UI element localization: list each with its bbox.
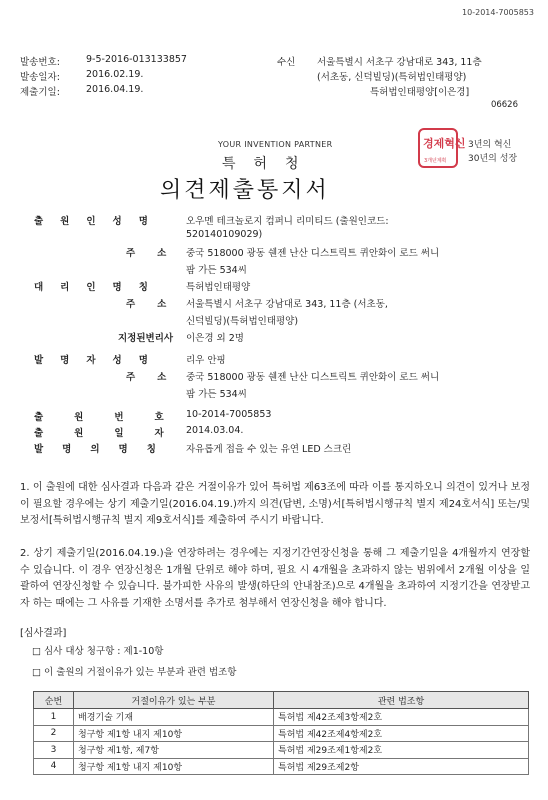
column-header-part: 거절이유가 있는 부분 <box>74 692 274 709</box>
applicant-name: 오우멘 테크놀로지 컴퍼니 리미티드 (출원인코드: <box>186 216 389 227</box>
row-part: 청구항 제1항 내지 제10항 <box>74 725 274 742</box>
applicant-address-label: 주소 <box>126 248 189 259</box>
inventor-address-label: 주소 <box>126 372 189 383</box>
due-date-label: 제출기일: <box>20 87 60 98</box>
recipient-line-2: (서초동, 신덕빌딩)(특허법인태평양) <box>317 72 467 83</box>
paragraph-2: 2. 상기 제출기일(2016.04.19.)을 연장하려는 경우에는 지정기간연장신청을 통해 그 제출기일을 4개월까지 연장할 수 있습니다. 이 경우 연장신청은 1개월 단위로 해야 하며, 필요 시 4개월을 초과하지 않는 범위에서 2개월 이상을 일괄하여 연장신청할 수 있습니다. 불가피한 사유의 발생(하단의 안내참조)으로 4개월을 초과하여 지정기간을 연장받고자 하는 때에는 그 사유를 기재한 소명서를 추가로 첨부해서 연장신청을 해야 합니다. <box>20 548 530 609</box>
applicant-address-2: 팜 가든 534씨 <box>186 265 247 276</box>
inventor-label: 발명자성명 <box>34 355 165 366</box>
partner-slogan: YOUR INVENTION PARTNER <box>218 140 333 149</box>
document-number: 10-2014-7005853 <box>462 8 534 17</box>
inventor-address-2: 팜 가든 534씨 <box>186 389 247 400</box>
row-number: 4 <box>34 758 74 775</box>
send-number-label: 발송번호: <box>20 57 60 68</box>
row-number: 2 <box>34 725 74 742</box>
invention-title-label: 발명의명칭 <box>34 444 175 455</box>
table-row <box>34 758 529 775</box>
application-number: 10-2014-7005853 <box>186 409 272 420</box>
applicant-address-1: 중국 518000 광동 쉔젠 난산 디스트릭트 퀴안화이 로드 써니 <box>186 248 440 259</box>
row-law: 특허법 제42조제4항제2호 <box>274 725 529 742</box>
paragraph-1: 1. 이 출원에 대한 심사결과 다음과 같은 거절이유가 있어 특허법 제63조에 따라 이를 통지하오니 의견이 있거나 보정이 필요할 경우에는 상기 제출기일(2016.04.19.)까지 의견(답변, 소명)서[특허법시행규칙 별지 제24호서식] 또는/및 보정서[특허법시행규칙 별지 제9호서식]를 제출하여 주시기 바랍니다. <box>20 482 530 526</box>
invention-title: 자유롭게 접을 수 있는 유연 LED 스크린 <box>186 444 352 455</box>
send-number: 9-5-2016-013133857 <box>86 54 187 65</box>
logo-sub-text: 3개년계획 <box>424 158 447 164</box>
row-number: 3 <box>34 742 74 759</box>
send-date: 2016.02.19. <box>86 69 144 80</box>
reasons-line: □ 이 출원의 거절이유가 있는 부분과 관련 법조항 <box>32 667 237 678</box>
application-date: 2014.03.04. <box>186 425 244 436</box>
row-part: 청구항 제1항, 제7항 <box>74 742 274 759</box>
recipient-label: 수신 <box>277 57 296 68</box>
application-number-label: 출원번호 <box>34 412 195 423</box>
recipient-line-3: 특허법인태평양[이은경] <box>370 87 470 98</box>
agent-address-2: 신덕빌딩)(특허법인태평양) <box>186 316 299 327</box>
claims-line: □ 심사 대상 청구항 : 제1-10항 <box>32 646 164 657</box>
agent-address-label: 주소 <box>126 299 189 310</box>
column-header-law: 관련 법조항 <box>274 692 529 709</box>
postal-code: 06626 <box>490 100 518 110</box>
due-date: 2016.04.19. <box>86 84 144 95</box>
inventor-name: 리우 안핑 <box>186 355 226 366</box>
table-row <box>34 742 529 759</box>
economic-innovation-logo <box>418 128 466 168</box>
applicant-code: 520140109029) <box>186 229 263 240</box>
table-header-row <box>34 692 529 709</box>
row-law: 특허법 제29조제2항 <box>274 758 529 775</box>
recipient-line-1: 서울특별시 서초구 강남대로 343, 11층 <box>317 57 482 68</box>
designated-attorney-label: 지정된변리사 <box>118 333 174 344</box>
office-name: 특허청 <box>222 156 317 172</box>
page-title: 의견제출통지서 <box>160 178 330 203</box>
designated-attorney: 이은경 외 2명 <box>186 333 244 344</box>
row-part: 청구항 제1항 내지 제10항 <box>74 758 274 775</box>
logo-main-text: 경제혁신 <box>423 137 466 150</box>
agent-name: 특허법인태평양 <box>186 282 251 293</box>
agent-label: 대리인명칭 <box>34 282 165 293</box>
table-row <box>34 725 529 742</box>
logo-line-1: 3년의 혁신 <box>468 140 512 150</box>
application-date-label: 출원일자 <box>34 428 195 439</box>
row-part: 배경기술 기재 <box>74 709 274 726</box>
row-law: 특허법 제29조제1항제2호 <box>274 742 529 759</box>
logo-line-2: 30년의 성장 <box>468 154 518 164</box>
column-header-no: 순번 <box>34 692 74 709</box>
send-date-label: 발송일자: <box>20 72 60 83</box>
rejection-table <box>33 691 529 775</box>
table-row <box>34 709 529 726</box>
result-heading: [심사결과] <box>20 628 67 639</box>
row-number: 1 <box>34 709 74 726</box>
applicant-label: 출원인성명 <box>34 216 165 227</box>
agent-address-1: 서울특별시 서초구 강남대로 343, 11층 (서초동, <box>186 299 388 310</box>
inventor-address-1: 중국 518000 광동 쉔젠 난산 디스트릭트 퀴안화이 로드 써니 <box>186 372 440 383</box>
row-law: 특허법 제42조제3항제2호 <box>274 709 529 726</box>
